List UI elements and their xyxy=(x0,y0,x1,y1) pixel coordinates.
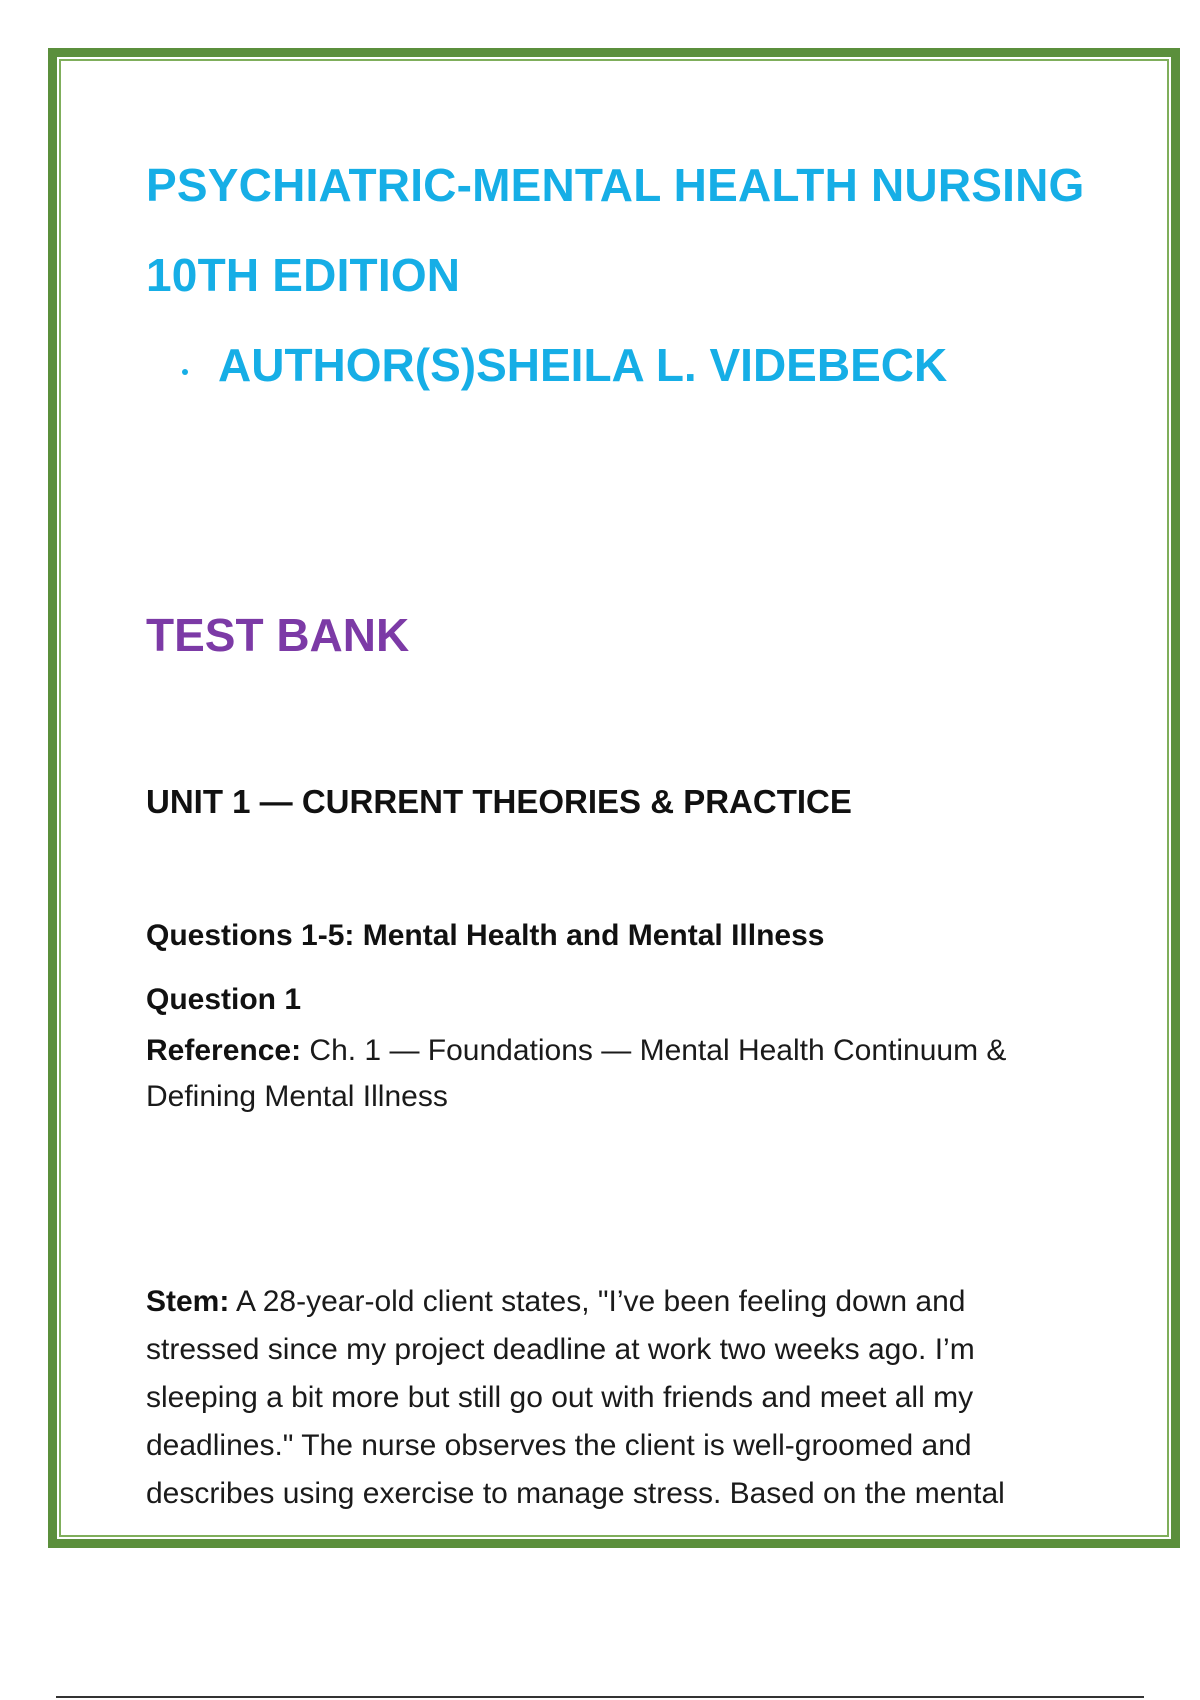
book-title-line-2: 10TH EDITION xyxy=(146,249,461,301)
stem-text: A 28-year-old client states, "I’ve been feeling down and xyxy=(229,1285,966,1318)
stem-line: sleeping a bit more but still go out with friends and meet all my xyxy=(146,1381,974,1414)
test-bank-heading: TEST BANK xyxy=(146,609,410,661)
book-title-line-1: PSYCHIATRIC-MENTAL HEALTH NURSING xyxy=(146,159,1085,211)
document-content xyxy=(146,140,1106,1510)
stem-line: describes using exercise to manage stress. Based on the mental xyxy=(146,1477,1005,1510)
reference-label: Reference: xyxy=(146,1034,302,1067)
page-bottom-divider xyxy=(56,1696,1144,1698)
questions-range-heading: Questions 1-5: Mental Health and Mental Illness xyxy=(146,919,825,952)
stem-line: stressed since my project deadline at work two weeks ago. I’m xyxy=(146,1333,975,1366)
bullet-icon xyxy=(182,369,188,375)
author-text: AUTHOR(S)SHEILA L. VIDEBECK xyxy=(218,339,948,391)
stem-line xyxy=(146,1278,1106,1326)
reference-text-line-2: Defining Mental Illness xyxy=(146,1080,448,1113)
stem-label: Stem: xyxy=(146,1285,230,1318)
question-number: Question 1 xyxy=(146,983,302,1016)
stem-line: deadlines." The nurse observes the client is well-groomed and xyxy=(146,1429,972,1462)
unit-heading: UNIT 1 — CURRENT THEORIES & PRACTICE xyxy=(146,783,852,820)
question-reference xyxy=(146,1028,1106,1120)
author-line xyxy=(146,320,1106,410)
question-stem xyxy=(146,1278,1106,1518)
reference-text-line-1: Ch. 1 — Foundations — Mental Health Continuum & xyxy=(301,1034,1007,1067)
